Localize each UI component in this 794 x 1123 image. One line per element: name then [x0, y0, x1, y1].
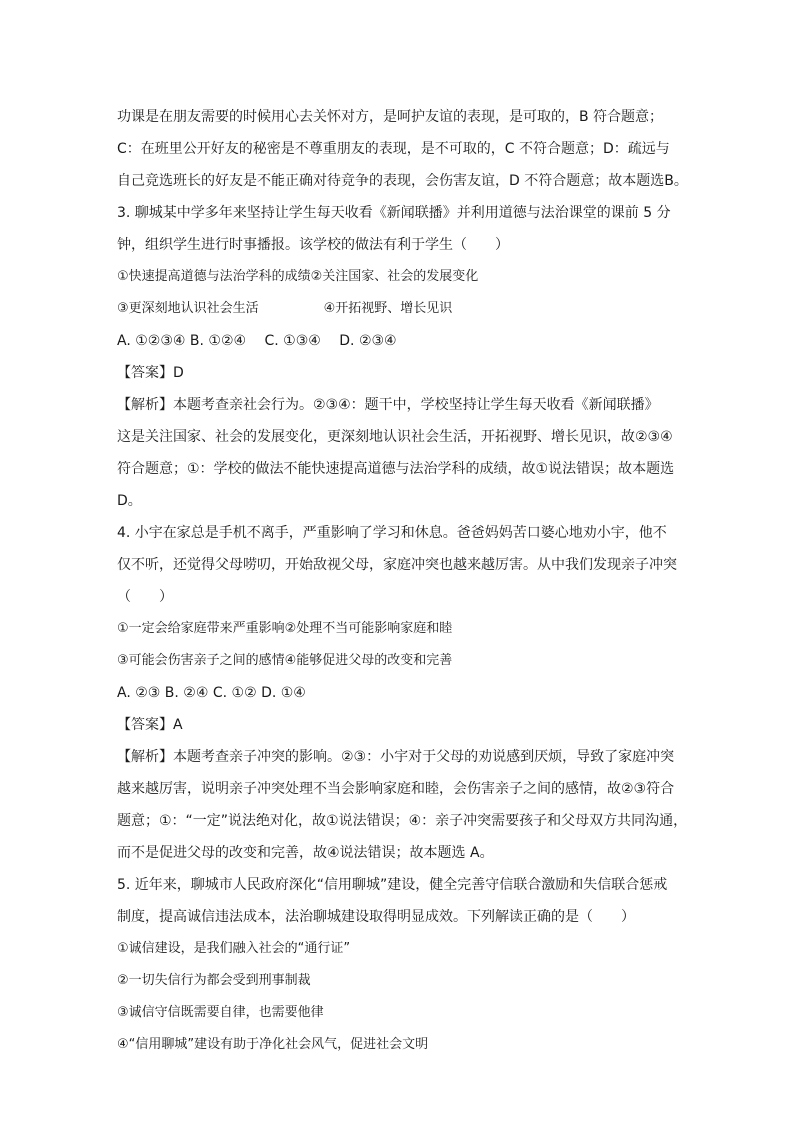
question-4-statement: ③可能会伤害亲子之间的感情④能够促进父母的改变和完善	[117, 653, 453, 668]
text-line: 钟，组织学生进行时事播报。该学校的做法有利于学生（ ）	[117, 237, 509, 253]
question-3-statement: ③更深刻地认识社会生活 ④开拓视野、增长见识	[117, 301, 453, 316]
analysis-line: 符合题意；①：学校的做法不能快速提高道德与法治学科的成绩，故①说法错误；故本题选	[117, 461, 675, 477]
question-4-options: A. ②③ B. ②④ C. ①② D. ①④	[117, 685, 306, 701]
text-line: 功课是在朋友需要的时候用心去关怀对方，是呵护友谊的表现，是可取的，B 符合题意；	[117, 109, 664, 125]
analysis-line: 越来越厉害，说明亲子冲突处理不当会影响家庭和睦，会伤害亲子之间的感情，故②③符合	[117, 781, 675, 797]
question-5-statement: ③诚信守信既需要自律，也需要他律	[117, 1005, 324, 1020]
question-5-statement: ②一切失信行为都会受到刑事制裁	[117, 973, 311, 988]
question-5-stem: 5. 近年来，聊城市人民政府深化“信用聊城”建设，健全完善守信联合激励和失信联合惩戒	[117, 877, 668, 893]
text-line: 制度，提高诚信违法成本，法治聊城建设取得明显成效。下列解读正确的是（ ）	[117, 909, 635, 925]
analysis-line: 而不是促进父母的改变和完善，故④说法错误；故本题选 A。	[117, 845, 494, 861]
analysis-line: 【解析】本题考查亲子冲突的影响。②③：小宇对于父母的劝说感到厌烦，导致了家庭冲突	[117, 749, 675, 765]
question-5-statement: ①诚信建设，是我们融入社会的“通行证”	[117, 941, 351, 956]
text-line: 仅不听，还觉得父母唠叨，开始敌视父母，家庭冲突也越来越厉害。从中我们发现亲子冲突	[117, 557, 677, 573]
analysis-line: 这是关注国家、社会的发展变化，更深刻地认识社会生活，开拓视野、增长见识，故②③④	[117, 429, 673, 445]
question-3-options: A. ①②③④ B. ①②④ C. ①③④ D. ②③④	[117, 333, 397, 349]
text-line: 自己竞选班长的好友是不能正确对待竞争的表现，会伤害友谊，D 不符合题意；故本题选B。	[117, 173, 688, 189]
question-5-statement: ④“信用聊城”建设有助于净化社会风气，促进社会文明	[117, 1037, 429, 1052]
text-line: C：在班里公开好友的秘密是不尊重朋友的表现，是不可取的，C 不符合题意；D：疏远与	[117, 141, 670, 157]
question-3-stem: 3. 聊城某中学多年来坚持让学生每天收看《新闻联播》并利用道德与法治课堂的课前 5 分	[117, 205, 671, 221]
analysis-line: 【解析】本题考查亲社会行为。②③④：题干中，学校坚持让学生每天收看《新闻联播》	[117, 397, 659, 413]
analysis-line: 题意；①：“一定”说法绝对化，故①说法错误；④：亲子冲突需要孩子和父母双方共同沟通，	[117, 813, 688, 829]
question-4-statement: ①一定会给家庭带来严重影响②处理不当可能影响家庭和睦	[117, 621, 453, 636]
analysis-line: D。	[117, 493, 142, 509]
answer-label: 【答案】A	[117, 717, 183, 733]
question-3-statement: ①快速提高道德与法治学科的成绩②关注国家、社会的发展变化	[117, 269, 479, 284]
text-line: （ ）	[117, 589, 173, 605]
answer-label: 【答案】D	[117, 365, 184, 381]
question-4-stem: 4. 小宇在家总是手机不离手，严重影响了学习和休息。爸爸妈妈苦口婆心地劝小宇，他不	[117, 525, 667, 541]
